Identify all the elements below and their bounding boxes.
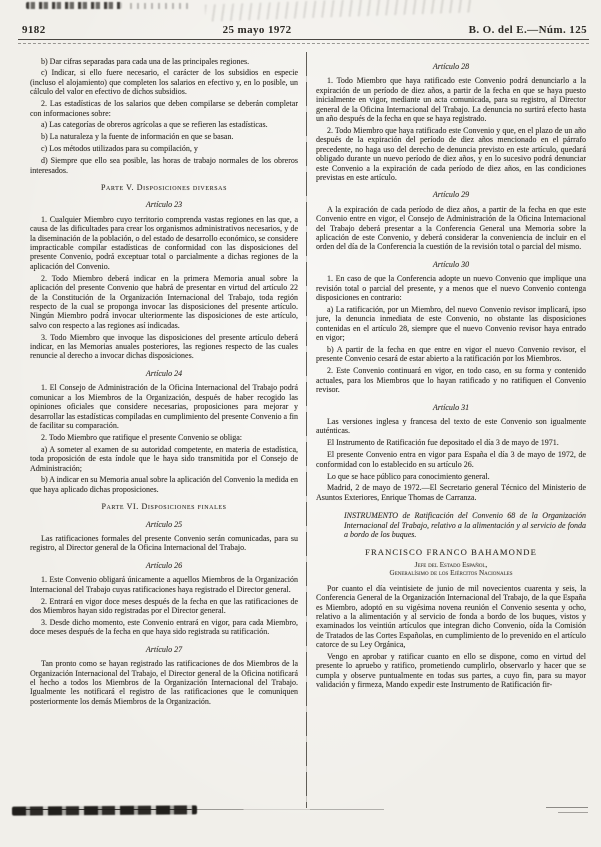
article-heading: Artículo 27 <box>145 644 183 654</box>
page-header <box>22 24 587 36</box>
list-item: b) A indicar en su Memoria anual sobre la aplicación del Convenio la medida en que haya aplicado dichas proposiciones. <box>30 475 298 494</box>
list-item: b) A partir de la fecha en que entre en vigor el nuevo Convenio revisor, el presente Convenio cesará de estar abierto a la ratificación por los Miembros. <box>316 345 586 364</box>
scan-smudge <box>205 0 473 22</box>
paragraph: 1. El Consejo de Administración de la Oficina Internacional del Trabajo podrá comunicar a los Miembros de la Organización, después de haber recogido las opiniones oficiales que considere necesarias, proposiciones para mejorar y desarrollar las estadísticas compiladas en cumplimiento del presente Convenio a fin de facilitar su comparación. <box>30 383 298 430</box>
list-item: c) Los métodos utilizados para su compilación, y <box>41 144 198 154</box>
paragraph: 2. Este Convenio continuará en vigor, en todo caso, en su forma y contenido actuales, para los Miembros que lo hayan ratificado y no ratifiquen el Convenio revisor. <box>316 366 586 395</box>
article-heading: Artículo 30 <box>432 259 470 269</box>
paragraph: A la expiración de cada período de diez años, a partir de la fecha en que este Convenio entre en vigor, el Consejo de Administración de la Oficina Internacional del Trabajo deberá presentar a la Conferencia General una Memoria sobre la aplicación de este Convenio, y deberá considerar la conveniencia de incluir en el orden del día de la Conferencia la cuestión de la revisión total o parcial del mismo. <box>316 204 586 252</box>
article-heading: Artículo 29 <box>432 190 470 200</box>
paragraph: Lo que se hace público para conocimiento general. <box>327 471 490 481</box>
article-heading: Artículo 26 <box>145 560 183 570</box>
paragraph: 2. Todo Miembro que ratifique el presente Convenio se obliga: <box>41 432 243 442</box>
paragraph: 1. Cualquier Miembro cuyo territorio comprenda vastas regiones en las que, a causa de las dificultades para crear los organismos administrativos necesarios, y de la diseminación de la población, o del estado de desarrollo económico, se considere impracticable compilar estadísticas de conformidad con las disposiciones del presente Convenio, podrá exceptuar total o parcialmente a dichas regiones de la aplicación del Convenio. <box>30 214 298 271</box>
paragraph: Tan pronto como se hayan registrado las ratificaciones de dos Miembros de la Organización Internacional del Trabajo, el Director general de la Oficina notificará el hecho a todos los Miembros de la Organización Internacional del Trabajo. Igualmente les notificará el registro de las ratificaciones que le comuniquen posteriormente los demás Miembros de la Organización. <box>30 659 298 706</box>
paragraph: 1. Este Convenio obligará únicamente a aquellos Miembros de la Organización Internacional del Trabajo cuyas ratificaciones haya registrado el Director general. <box>30 575 298 594</box>
paragraph: 3. Desde dicho momento, este Convenio entrará en vigor, para cada Miembro, doce meses después de la fecha en que haya sido registrada su ratificación. <box>30 617 298 637</box>
issue-number: B. O. del E.—Núm. 125 <box>468 24 587 36</box>
page-number: 9182 <box>22 24 46 36</box>
part-heading: Parte VI. Disposiciones finales <box>101 502 227 512</box>
paragraph: Vengo en aprobar y ratificar cuanto en ello se dispone, como en virtud del presente lo apruebo y ratifico, prometiendo cumplirlo, observarlo y hacer que se cumpla y observe puntualmente en todas sus partes, a cuyo fin, para su mayor validación y firmeza, Mando expedir este Instrumento de Ratificación fir- <box>316 652 586 690</box>
list-item: a) Las categorías de obreros agrícolas a que se refieren las estadísticas. <box>41 120 268 130</box>
article-heading: Artículo 25 <box>145 519 183 529</box>
instrument-summary: INSTRUMENTO de Ratificación del Convenio 68 de la Organización Internacional del Trabajo, relativo a la alimentación y al servicio de fonda a bordo de los buques. <box>344 511 586 540</box>
column-divider <box>306 52 307 808</box>
right-column <box>316 54 586 810</box>
signatory-title: Generalísimo de los Ejércitos Nacionales <box>389 569 513 578</box>
paragraph: 1. En caso de que la Conferencia adopte un nuevo Convenio que implique una revisión total o parcial del presente, y a menos que el nuevo Convenio contenga disposiciones en contrario: <box>316 274 586 303</box>
paragraph: El Instrumento de Ratificación fue depositado el día 3 de mayo de 1971. <box>327 438 559 448</box>
paragraph: Por cuanto el día veintisiete de junio de mil novecientos cuarenta y seis, la Conferencia General de la Organización Internacional del Trabajo, de la que España es Miembro, adoptó en su vigésima novena reunión el Convenio sesenta y ocho, relativo a la alimentación y al servicio de fonda a bordo de los buques, vistos y examinados los veintiún artículos que integran dicho Convenio, oída la Comisión de Tratados de las Cortes Españolas, en cumplimiento de lo prevenido en el artículo catorce de su Ley Orgánica, <box>316 583 586 650</box>
issue-date: 25 mayo 1972 <box>222 24 292 36</box>
list-item: a) La ratificación, por un Miembro, del nuevo Convenio revisor implicará, ipso jure, la denuncia inmediata de este Convenio, no obstante las disposiciones contenidas en el artículo 28, siempre que el nuevo Convenio revisor haya entrado en vigor; <box>316 304 586 343</box>
part-heading: Parte V. Disposiciones diversas <box>100 182 228 192</box>
list-item: d) Siempre que ello sea posible, las horas de trabajo normales de los obreros interesados. <box>30 156 298 175</box>
header-rule <box>18 39 589 44</box>
left-column <box>30 54 298 810</box>
scan-smudge <box>26 2 122 9</box>
paragraph: Madrid, 2 de mayo de 1972.—El Secretario general Técnico del Ministerio de Asuntos Exteriores, Enrique Thomas de Carranza. <box>316 483 586 502</box>
signatory-title: Jefe del Estado Español, <box>414 560 488 569</box>
paragraph: Las ratificaciones formales del presente Convenio serán comunicadas, para su registro, al Director general de la Oficina Internacional del Trabajo. <box>30 534 298 553</box>
scan-smudge <box>130 3 192 9</box>
article-heading: Artículo 24 <box>145 368 183 378</box>
list-item: b) Dar cifras separadas para cada una de las principales regiones. <box>41 56 250 66</box>
article-heading: Artículo 31 <box>432 402 470 412</box>
paragraph: 2. Entrará en vigor doce meses después de la fecha en que las ratificaciones de dos Miembros hayan sido registradas por el Director general. <box>30 596 298 615</box>
paragraph: 2. Todo Miembro que haya ratificado este Convenio y que, en el plazo de un año después de la expiración del período de diez años mencionado en el párrafo precedente, no haga uso del derecho de denuncia previsto en este artículo, quedará obligado durante un nuevo período de diez años, y en lo sucesivo podrá denunciar este Convenio a la expiración de cada período de diez años, en las condiciones previstas en este artículo. <box>316 125 586 182</box>
list-item: a) A someter al examen de su autoridad competente, en materia de estadística, toda proposición de esta índole que le haya sido transmitida por el Consejo de Administración; <box>30 444 298 473</box>
paragraph: 3. Todo Miembro que invoque las disposiciones del presente artículo deberá indicar, en las Memorias anuales posteriores, las regiones respecto de las cuales renuncie al derecho a invocar dichas disposiciones. <box>30 332 298 361</box>
paragraph: Las versiones inglesa y francesa del texto de este Convenio son igualmente auténticas. <box>316 417 586 436</box>
article-heading: Artículo 23 <box>145 200 183 210</box>
paragraph: 2. Las estadísticas de los salarios que deben compilarse se deberán completar con informaciones sobre: <box>30 99 298 118</box>
article-heading: Artículo 28 <box>432 62 470 71</box>
signatory-name: FRANCISCO FRANCO BAHAMONDE <box>365 547 537 558</box>
paragraph: El presente Convenio entra en vigor para España el día 3 de mayo de 1972, de conformidad con lo establecido en su artículo 26. <box>316 450 586 469</box>
paragraph: 2. Todo Miembro deberá indicar en la primera Memoria anual sobre la aplicación del presente Convenio que habrá de presentar en virtud del artículo 22 de la Constitución de la Organización Internacional del Trabajo, toda región respecto de la cual se proponga invocar las disposiciones del presente artículo. Ningún Miembro podrá invocar ulteriormente las disposiciones de este artículo, salvo con respecto a las regiones así indicadas. <box>30 273 298 330</box>
list-item: b) La naturaleza y la fuente de información en que se basan. <box>41 132 234 142</box>
paragraph: 1. Todo Miembro que haya ratificado este Convenio podrá denunciarlo a la expiración de un período de diez años, a partir de la fecha en que se haya puesto inicialmente en vigor, mediante un acta comunicada, para su registro, al Director general de la Oficina Internacional del Trabajo. La denuncia no surtirá efecto hasta un año después de la fecha en que se haya registrado. <box>316 76 586 124</box>
list-item: c) Indicar, si ello fuere necesario, el carácter de los subsidios en especie (incluso el alojamiento) que completen los salarios en efectivo y, en lo posible, un cálculo del valor en efectivo de dichos subsidios. <box>30 68 298 97</box>
